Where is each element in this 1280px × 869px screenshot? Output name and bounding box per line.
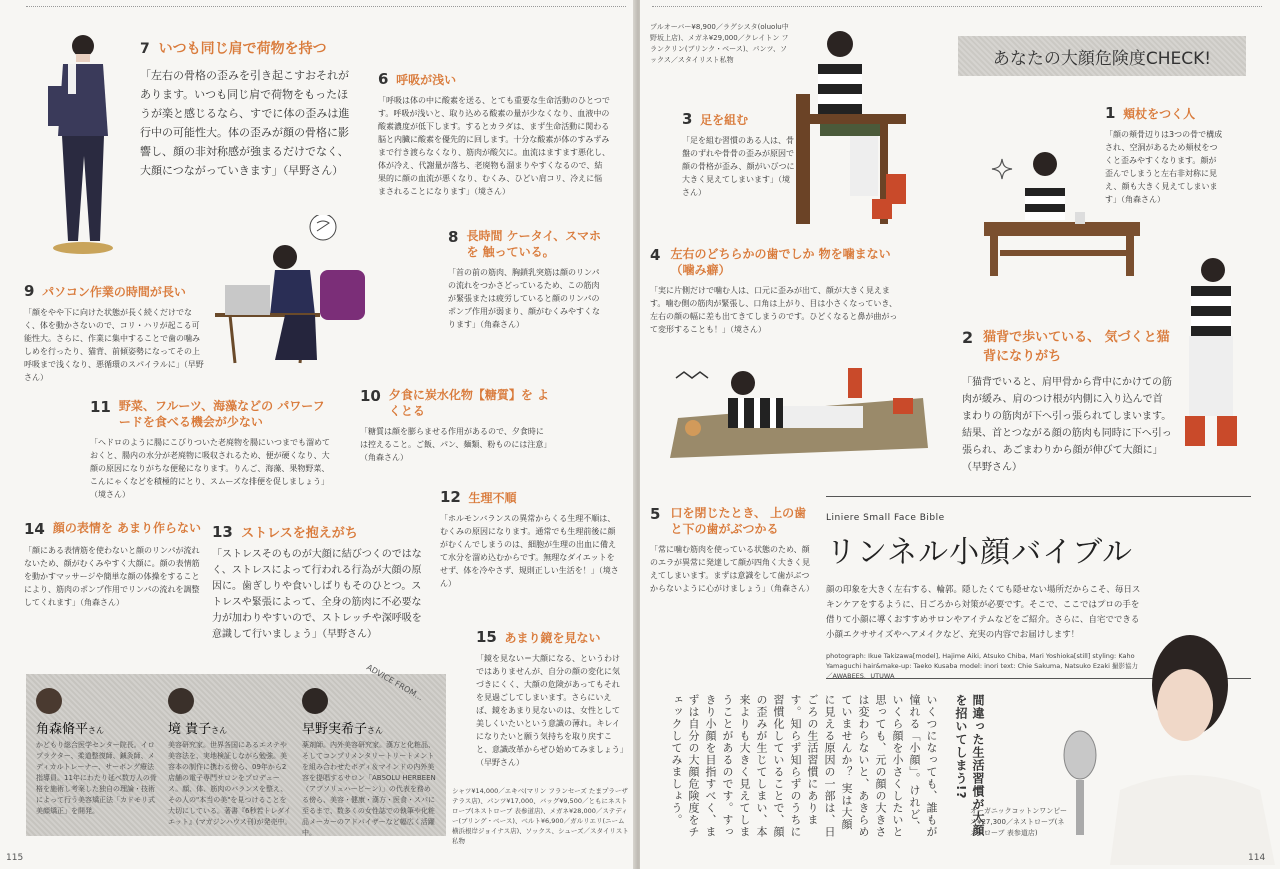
advisor-suffix: さん	[88, 726, 105, 735]
item-13	[212, 522, 422, 643]
item-number: 15	[476, 628, 497, 646]
item-title: 顔の表情を あまり作らない	[52, 521, 202, 535]
bible-title: リンネル小顔バイブル	[826, 535, 1133, 570]
item-title: 夕食に炭水化物【糖質】を よくとる	[388, 388, 550, 418]
fashion-credits-bottom: オーガニックコットンワンピース¥27,300／ネストローブ(ネストローブ 表参道店)	[970, 807, 1068, 837]
item-title: 口を閉じたとき、 上の歯と下の歯がぶつかる	[670, 506, 807, 536]
sparkle-icon	[990, 157, 1014, 181]
item-title: いつも同じ肩で荷物を持つ	[158, 41, 327, 57]
laptop-woman-photo	[205, 215, 375, 365]
item-text: 「猫背でいると、肩甲骨から背中にかけての筋肉が緩み、肩のつけ根が内側に入り込んで首まわりの筋肉が下へ引っ張られてしまいます。結果、首とつながる顔の筋肉も同時に下へ引っ張られ、あごまわりから顔が伸びて大顔に」（早野さん）	[962, 377, 1172, 473]
item-number: 1	[1105, 104, 1116, 122]
item-text: 「実に片側だけで噛む人は、口元に歪みが出て、顔が大きく見えます。噛む側の筋肉が緊張し、口角は上がり、目は小さくなっていき、左右の顔の幅に差も出てきてしまうのです。ひどくなると鼻が曲がって変形することも！」（境さん）	[650, 286, 898, 334]
item-6	[378, 70, 610, 198]
item-text: 「左右の骨格の歪みを引き起こすおそれがあります。いつも同じ肩で荷物をもったほうが楽と感じるなら、すでに体の歪みは進行中の可能性大。体の歪みが顔の骨格に影響し、顔の非対称感が強まるだけでなく、大顔につながっていきます」（早野さん）	[140, 69, 350, 177]
page-number: 115	[6, 853, 24, 863]
item-text: 「顔をやや下に向けた状態が長く続くだけでなく、体を動かさないので、コリ・ハリが起こる可能性大。さらに、作業に集中することで歯の噛みしめを行ったり、猫背、前傾姿勢になってその上呼吸まで浅くなり、悪循環のスパイラルに」（早野さん）	[24, 308, 204, 382]
advisor-name: 角森脩平	[36, 722, 89, 737]
item-text: 「鏡を見ない＝大顔になる、というわけではありませんが、自分の顔の変化に気づきにくく、大顔の危険があってもそれを見過ごしてしまいます。さらにいえば、鏡をあまり見ないのは、女性として美しくいたいという意識の薄れ。キレイになりたいと願う気持ちを取り戻すこと、意識改革からぜひ始めてみましょう」（早野さん）	[476, 654, 624, 767]
advisor-1	[36, 688, 161, 817]
item-text: 「足を組む習慣のある人は、骨盤のずれや骨骨の歪みが原因で顔の骨格が歪み、顔がいびつに大きく見えてしまいます」（境さん）	[682, 136, 795, 197]
fashion-credits: シャツ¥14,000／エキベ(マリン フランセーズ たまプラーザ テラス店)、パンツ¥17,000、バッグ¥9,500／ともにネストローブ(ネストローブ 表参道店)、メガネ¥28,000／ステディー(ブリング・ベース)、ベルト¥6,900／ガルリエリ(ニーム 横浜根岸ジョイナス店)、ソックス、シューズ／スタイリスト私物	[452, 787, 629, 845]
item-title: 頬杖をつく人	[1123, 107, 1196, 121]
item-title: あまり鏡を見ない	[504, 631, 601, 645]
item-12	[440, 488, 620, 590]
item-text: 「顔にある表情筋を使わないと顔のリンパが流れないため、顔がむくみやすく大顔に。顔の表情筋を動かすマッサージや簡単な顔の体操をすることにより、筋肉のポンプ作用でリンパの流れを調整してくれます」（角森さん）	[24, 546, 200, 607]
walking-woman-photo	[1165, 250, 1255, 465]
item-text: 「常に噛む筋肉を使っている状態のため、顔のエラが異常に発達して顔が四角く大きく見えてしまいます。まずは意識をして歯がぶつからないように心がけましょう」（角森さん）	[650, 545, 814, 593]
item-text: 「糖質は顔を膨らませる作用があるので、夕食時には控えること。ご飯、パン、麺類、粉ものには注意」（角森さん）	[360, 427, 548, 462]
intro-body: いくつになっても、誰もが憧れる「小顔」。けれど、いくら顔を小さくしたいと思っても、元の顔の大きさは変わらないと、あきらめていませんか？ 実は大顔に見える原因の一部は、日ごろの生活習慣にあります。知らず知らずのうちに習慣化していることで、顔の歪みが生じてしまい、本来よりも大きく見えてしまうことがあるのです。すっきり小顔を目指すべく、まずは自分の大顔危険度をチェックしてみましょう。	[670, 694, 938, 838]
item-title: 猫背で歩いている、 気づくと猫背になりがち	[983, 330, 1170, 364]
item-text: 「首の前の筋肉、胸鎖乳突筋は顔のリンパの流れをつかさどっているため、この筋肉が緊張または疲労していると顔のリンパのポンプ作用が弱まり、顔がむくみやすくなります」（角森さん）	[448, 268, 600, 329]
item-title: 野菜、フルーツ、海藻などの パワーフードを食べる機会が少ない	[118, 399, 325, 429]
item-title: 左右のどちらかの歯でしか 物を噛まない（噛み癖）	[670, 247, 891, 277]
avatar	[168, 688, 194, 714]
item-14	[24, 520, 204, 609]
item-number: 10	[360, 387, 381, 405]
item-title: ストレスを抱えがち	[241, 526, 358, 541]
advisor-bio: かどもり総合医学センター院長。イロプラクター、柔道整復師、鍼灸師、メディカルトレーナー、サーボング療法指導員。11年にわたり延べ数万人の骨格を施術し考案した独自の理論・技術によって行う美容矯正法「カドモリ式美顔矯正」を開発。	[36, 741, 157, 815]
advisor-2	[168, 688, 293, 828]
intro-heading: 間違った生活習慣が大顔を招いてしまう!?	[954, 694, 985, 837]
item-number: 13	[212, 523, 233, 541]
check-title: あなたの大顔危険度CHECK!	[992, 48, 1212, 69]
item-text: 「顔の頬骨辺りは3つの骨で構成され、空洞があるため頬杖をつくと歪みやすくなります。顔が歪んでしまうと左右非対称に見え、顔も大きく見えてしまいます」（角森さん）	[1105, 130, 1223, 204]
advisor-name: 境 貴子	[168, 722, 212, 737]
item-number: 4	[650, 246, 661, 264]
item-number: 8	[448, 228, 459, 246]
bible-label: Liniere Small Face Bible	[826, 513, 945, 523]
advisor-3	[302, 688, 437, 839]
item-5	[650, 505, 815, 595]
bible-lead: 顔の印象を大きく左右する、輪郭。隠したくても隠せない場所だからこそ、毎日スキンケアをするように、日ごろから対策が必要です。そこで、ここではプロの手を借りて小顔に導くおすすめサロンやアイテムなどをご紹介。さらに、自宅でできる小顔エクササイズやヘアメイクなど、充実の内容でお届けします！	[826, 585, 1141, 640]
advisor-bio: 薬剤師。内外美容研究家。漢方と化粧品、そしてコンプリメンタリートリートメントを組み合わせたボディ＆マインドの内外美容を提唱するサロン「ABSOLU HERBEEN（アブソリュハービーン）」の代表を務める傍ら、美容・健康・漢方・医食・スパに至るまで、数多くの女性誌での執筆や化粧品メーカーのアドバイザーなど幅広く活躍中。	[302, 741, 436, 837]
standing-woman-photo	[38, 26, 118, 256]
item-title: 長時間 ケータイ、スマホを 触っている。	[466, 229, 602, 259]
item-15	[476, 628, 626, 769]
item-number: 14	[24, 520, 45, 538]
intro-vertical	[668, 694, 986, 844]
page-number: 114	[1248, 853, 1266, 863]
item-number: 9	[24, 282, 35, 300]
left-page	[0, 0, 636, 869]
item-number: 12	[440, 488, 461, 506]
item-text: 「呼吸は体の中に酸素を送る、とても重要な生命活動のひとつです。呼吸が浅いと、取り込める酸素の量が少なくなり、血液中の酸素濃度が低下します。するとカラダは、まず生命活動に関わる脳と内臓に酸素を優先的に回します。十分な酸素が体のすみずみまで行き渡らなくなり、筋肉が酸欠に。血流はますます悪化し、体が冷え、代謝量が落ち、老廃物も溜まりやすくなるので、結果的に顔の血流が悪くなり、むくみ、ひどい肩コリ、冷えに悩まされることになります」（境さん）	[378, 96, 610, 196]
item-number: 7	[140, 41, 150, 57]
item-8	[448, 228, 603, 331]
item-10	[360, 387, 550, 464]
item-text: 「ストレスそのものが大顔に結びつくのではなく、ストレスによって行われる行為が大顔の原因に。歯ぎしりや食いしばりもそのひとつ。ストレスや緊張によって、全身の筋肉に不必要な力が加わりやすいので、ストレッチや深呼吸を意識して行いましょう」（早野さん）	[212, 549, 422, 640]
item-9	[24, 282, 206, 384]
top-rule	[652, 6, 1262, 7]
portrait-woman-photo	[1060, 610, 1275, 865]
item-3	[682, 110, 797, 199]
item-number: 2	[962, 328, 974, 347]
check-title-box	[958, 36, 1246, 76]
item-text: 「ヘドロのように腸にこびりついた老廃物を腸にいつまでも溜めておくと、腸内の水分が老廃物に吸収されるため、便が硬くなり、大顔の原因になりがちな便秘になります。りんご、海藻、果物野菜、こんにゃくなどを積極的にとり、スムーズな排便を促しましょう」（境さん）	[90, 438, 330, 499]
avatar	[302, 688, 328, 714]
item-7	[140, 38, 355, 180]
item-2	[962, 328, 1172, 476]
lying-woman-photo	[668, 358, 933, 463]
advisor-suffix: さん	[367, 726, 384, 735]
advisor-name: 早野実希子	[302, 722, 368, 737]
item-4	[650, 246, 900, 336]
advisor-bio: 美容研究家。世界各国にあるエステや美容法を、実地検証しながら勉強。美容本の制作に携わる傍ら、09年から2店舗の電子専門サロンをプロデュース。顔、体、筋肉のバランスを整え、その人の"本当の美"を見つけることを大切にしている。著書『6秒若トレダイエット』(マガジンハウス刊)が発売中。	[168, 741, 292, 826]
chair-woman-photo	[790, 24, 935, 229]
item-number: 3	[682, 110, 693, 128]
advisor-suffix: さん	[211, 726, 228, 735]
item-number: 11	[90, 398, 111, 416]
item-11	[90, 398, 335, 501]
staff-credits: photograph: Ikue Takizawa[model], Hajime Aiki, Atsuko Chiba, Mari Yoshioka[still] styling: Kaho Yamaguchi hair&make-up: Taeko Kusaba model: inori text: Chie Sakuma, Natsuko Ezaki 撮影協力／AWABEES、UTUWA	[826, 652, 1138, 680]
avatar	[36, 688, 62, 714]
item-title: パソコン作業の時間が長い	[42, 285, 186, 299]
item-title: 生理不順	[468, 491, 517, 505]
item-number: 6	[378, 70, 389, 88]
item-title: 呼吸が浅い	[396, 73, 457, 87]
top-rule	[26, 6, 626, 7]
item-title: 足を組む	[700, 113, 749, 127]
item-text: 「ホルモンバランスの異常からくる生理不順は、むくみの原因になります。通常でも生理前後に顔がむくんでしまうのは、細胞が生理の出血に備えて水分を溜め込むからです。無理なダイエットをせず、体を冷やさず、規則正しい生活を！」（境さん）	[440, 514, 619, 588]
advice-label: ADVICE FROM...	[364, 662, 424, 703]
item-number: 5	[650, 505, 661, 523]
advice-box	[26, 662, 446, 837]
fashion-credits-top: プルオーバー¥8,900／ラグシスタ(oluolu中野坂上店)、メガネ¥29,000／クレイトン フランクリン(ブリンク・ベース)、パンツ、ソックス／スタイリスト私物	[650, 23, 789, 64]
